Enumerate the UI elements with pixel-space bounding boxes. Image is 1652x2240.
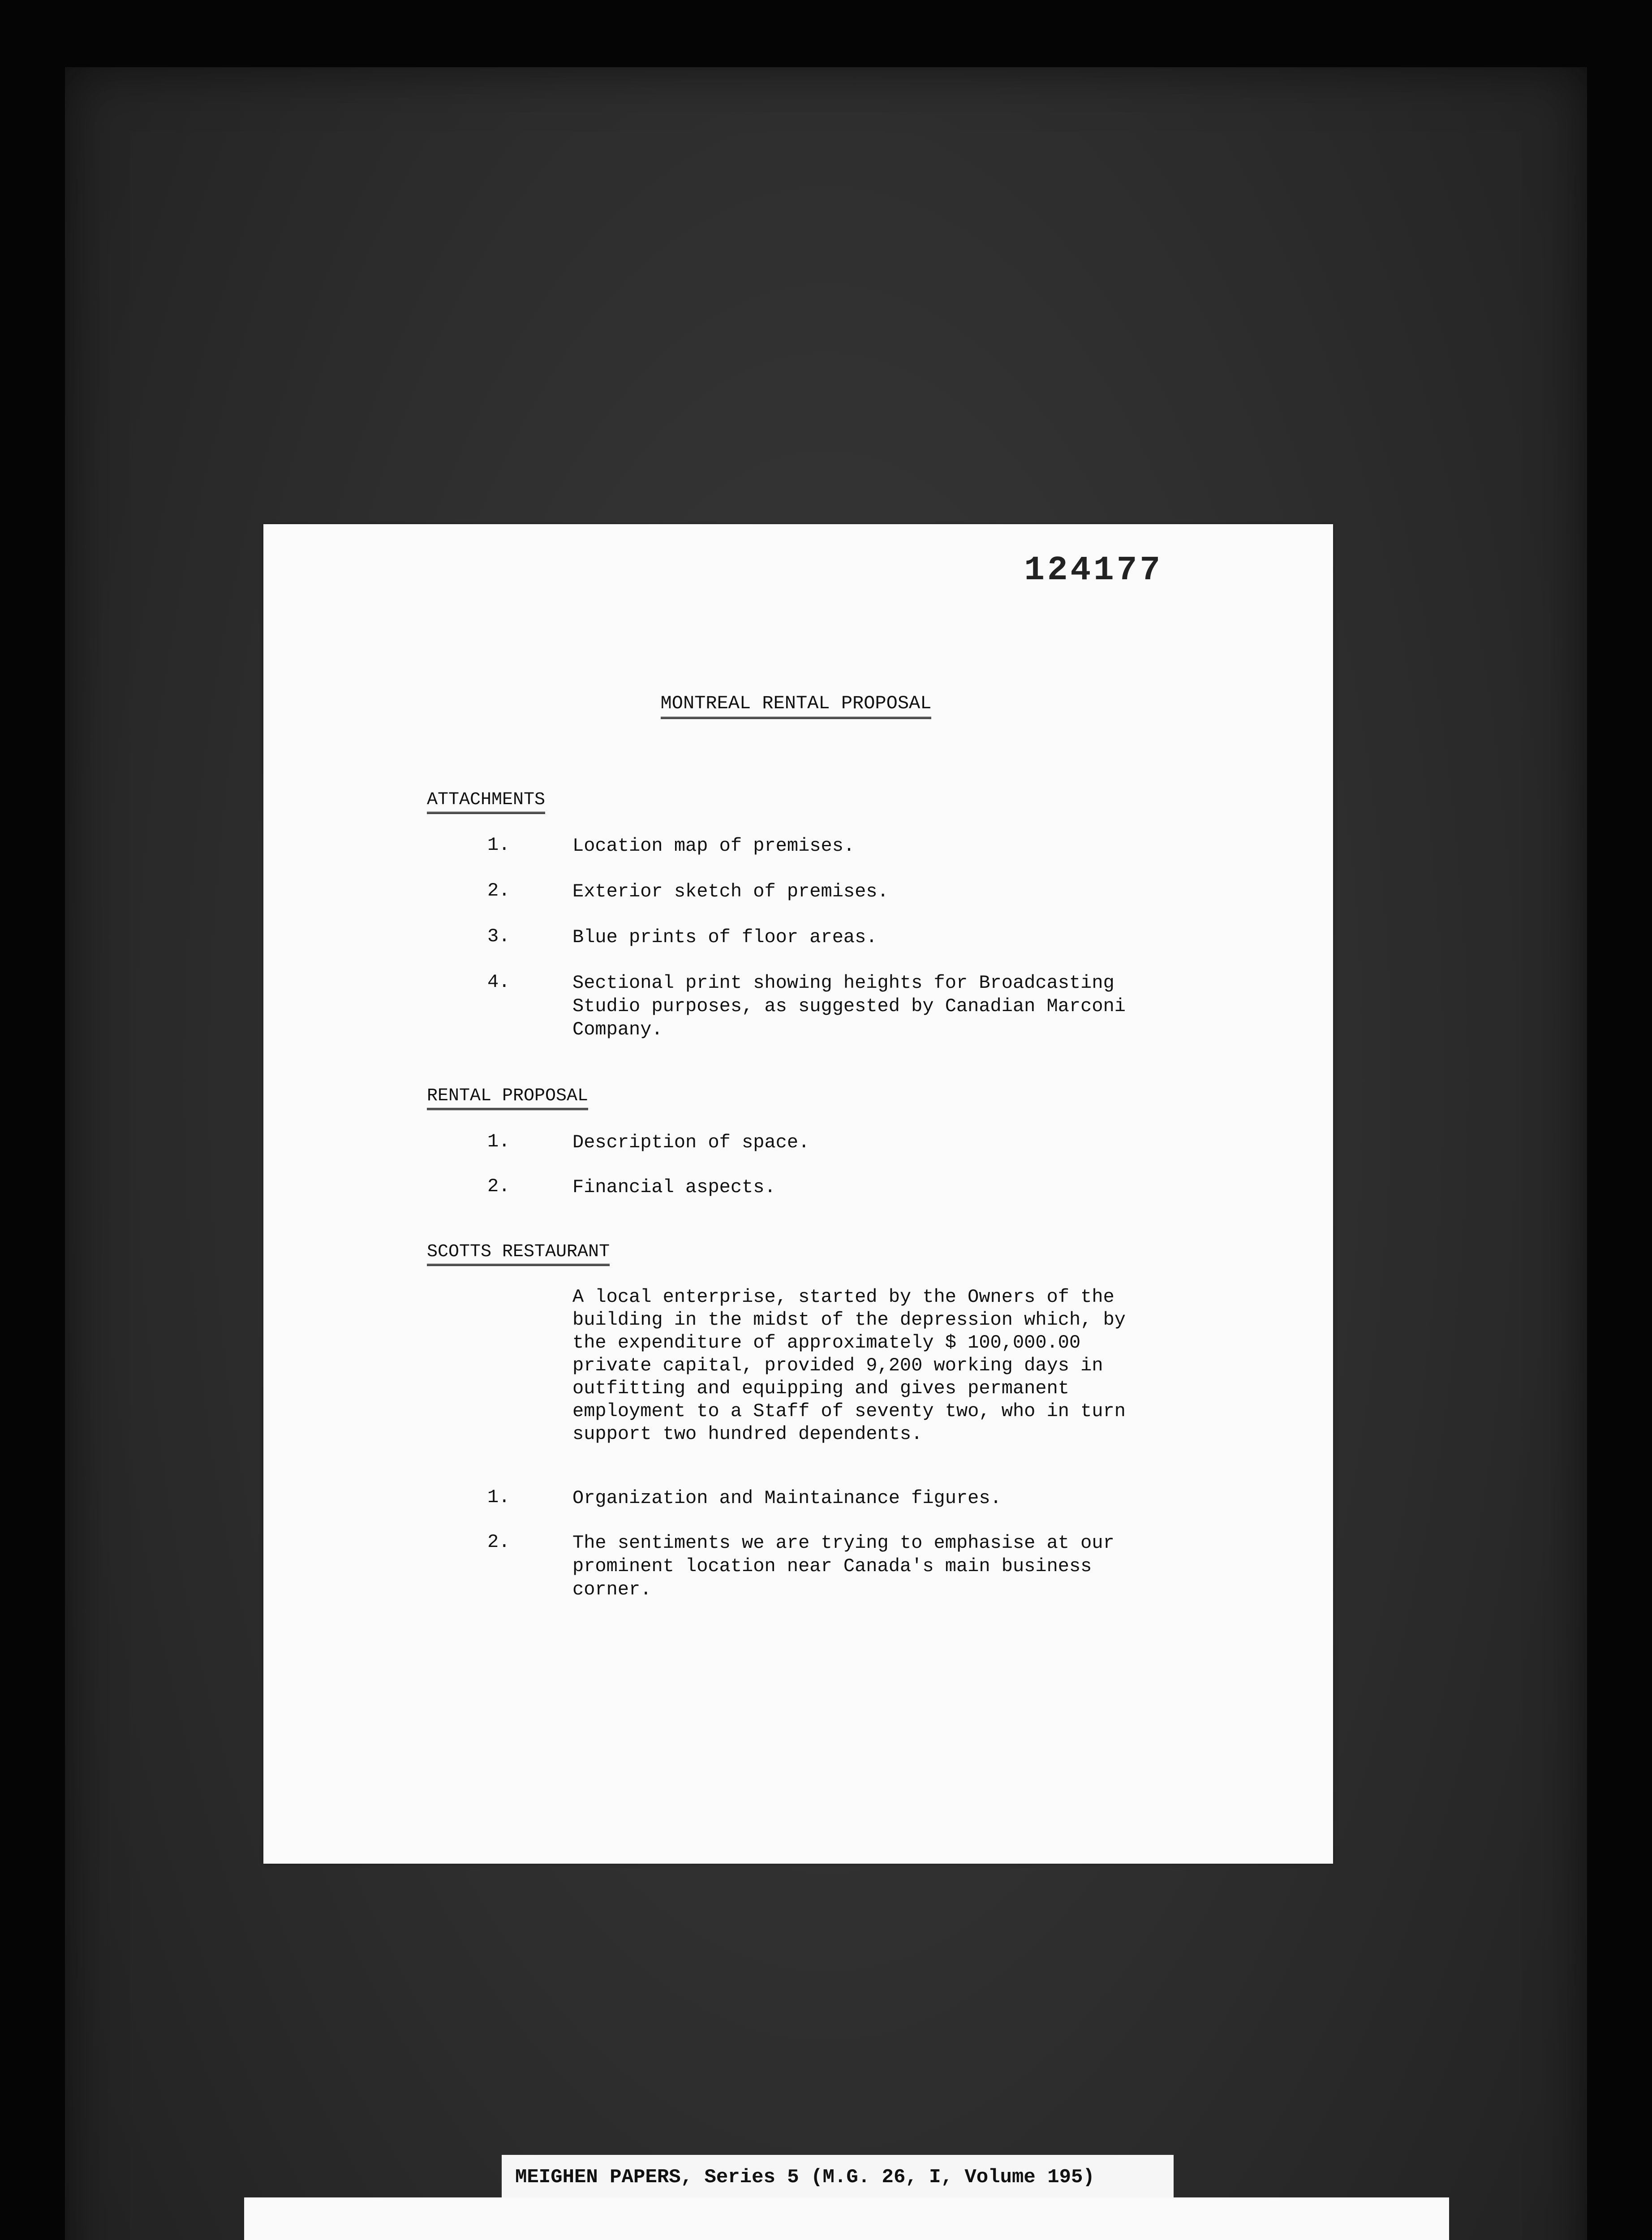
restaurant-paragraph: A local enterprise, started by the Owners of the building in the midst of the depression which, by the expenditure of approximately $ 100,000.00 private capital, provided 9,200 working days in outfitting and equipping and gives permanent employment to a Staff of seventy two, who in turn support two hundred dependents.: [572, 1286, 1126, 1445]
attachment-item: Location map of premises.: [572, 835, 855, 857]
item-number: 3.: [487, 926, 510, 947]
document-number: 124177: [1024, 551, 1163, 590]
heading-scotts-restaurant: SCOTTS RESTAURANT: [427, 1242, 610, 1266]
rental-item: Description of space.: [572, 1132, 810, 1153]
item-number: 4.: [487, 971, 510, 993]
item-number: 1.: [487, 1131, 510, 1152]
item-number: 1.: [487, 834, 510, 856]
attachment-item: Sectional print showing heights for Broadcasting Studio purposes, as suggested by Canadian Marconi Company.: [572, 972, 1126, 1040]
heading-rental-proposal: RENTAL PROPOSAL: [427, 1086, 588, 1110]
item-number: 1.: [487, 1486, 510, 1508]
item-number: 2.: [487, 880, 510, 901]
item-number: 2.: [487, 1176, 510, 1197]
document-page: [263, 524, 1333, 1864]
heading-attachments: ATTACHMENTS: [427, 790, 545, 814]
attachment-item: Exterior sketch of premises.: [572, 881, 889, 902]
rental-item: Financial aspects.: [572, 1176, 776, 1198]
attachment-item: Blue prints of floor areas.: [572, 926, 878, 948]
item-number: 2.: [487, 1531, 510, 1553]
restaurant-item: Organization and Maintainance figures.: [572, 1487, 1002, 1509]
collection-slip: MEIGHEN PAPERS, Series 5 (M.G. 26, I, Volume 195): [502, 2155, 1174, 2200]
restaurant-item: The sentiments we are trying to emphasise at our prominent location near Canada's main business corner.: [572, 1532, 1114, 1600]
document-title: MONTREAL RENTAL PROPOSAL: [263, 693, 1333, 714]
archive-label: [244, 2197, 1449, 2240]
